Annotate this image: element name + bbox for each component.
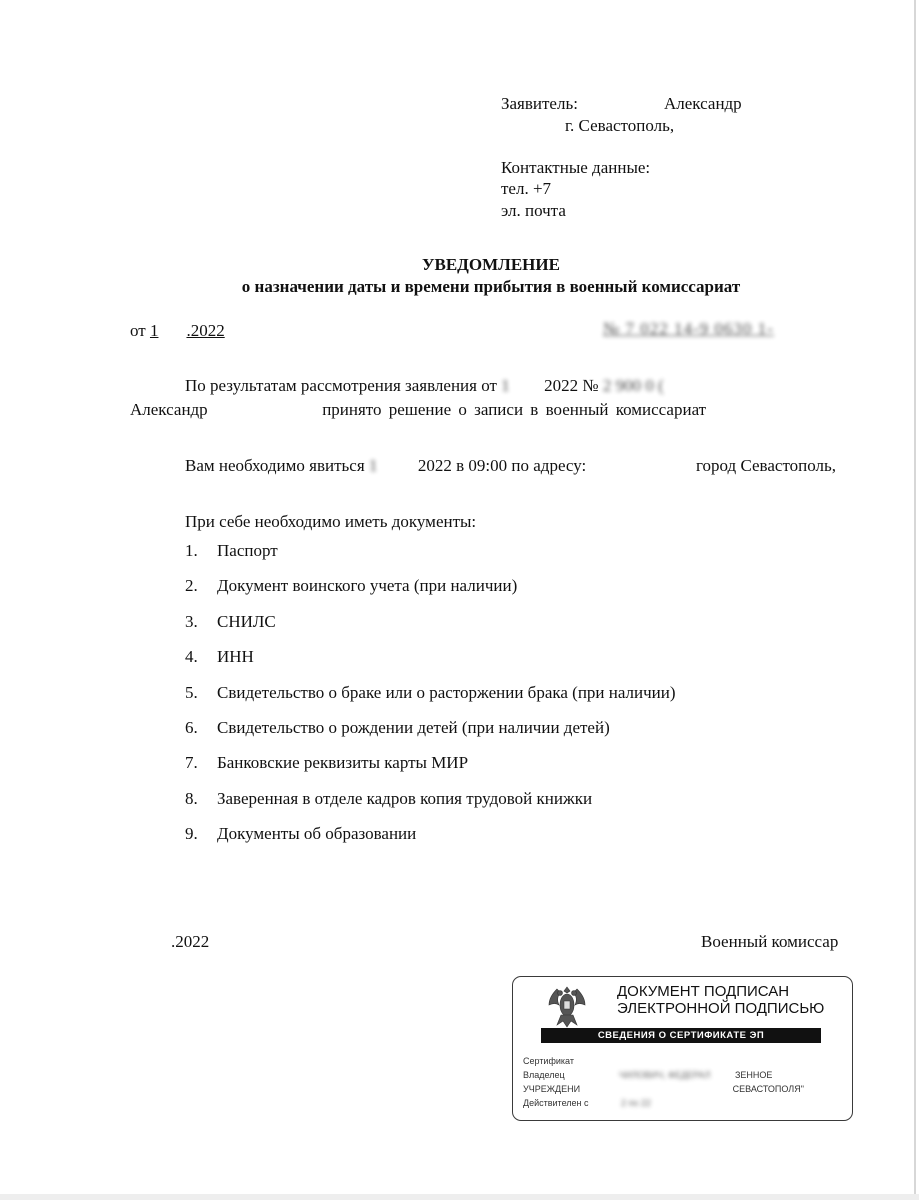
stamp-owner-tail: ЗЕННОЕ bbox=[734, 1070, 773, 1080]
date-day: 1 bbox=[149, 321, 159, 340]
notice-number: № 7 022 14-9 0630 1- bbox=[603, 319, 774, 338]
para1-line2 bbox=[130, 400, 706, 420]
stamp-valid-label: Действителен с bbox=[523, 1098, 589, 1108]
applicant-name: Александр bbox=[664, 94, 742, 113]
date-value bbox=[150, 321, 225, 340]
para2-start bbox=[185, 456, 586, 476]
para1-start: По результатам рассмотрения заявления от bbox=[185, 376, 497, 395]
stamp-valid-row bbox=[523, 1098, 651, 1109]
list-item: 9. Документы об образовании bbox=[185, 824, 417, 844]
applicant-label: Заявитель: bbox=[501, 94, 578, 113]
para1-year-no: 2022 № bbox=[544, 376, 599, 395]
stamp-owner-row bbox=[523, 1070, 772, 1081]
list-item: 7. Банковские реквизиты карты МИР bbox=[185, 753, 469, 773]
list-item: 8. Заверенная в отделе кадров копия трудовой книжки bbox=[185, 788, 593, 808]
footer-signatory: Военный комиссар bbox=[701, 932, 839, 951]
russian-coat-of-arms-icon bbox=[543, 981, 591, 1029]
footer-date: .2022 bbox=[171, 932, 210, 951]
stamp-owner-label: Владелец bbox=[523, 1070, 565, 1080]
list-item: 2. Документ воинского учета (при наличии) bbox=[185, 576, 518, 596]
notice-date bbox=[130, 321, 225, 341]
docs-intro: При себе необходимо иметь документы: bbox=[185, 512, 477, 531]
para2-redacted-day: 1 bbox=[368, 456, 378, 475]
date-prefix: от bbox=[130, 321, 146, 340]
para1-redacted-date: 1 bbox=[501, 376, 510, 395]
para1-name: Александр bbox=[130, 400, 208, 419]
list-item: 6. Свидетельство о рождении детей (при наличии детей) bbox=[185, 717, 610, 737]
stamp-inst-row bbox=[523, 1084, 804, 1095]
stamp-cert-bar: СВЕДЕНИЯ О СЕРТИФИКАТЕ ЭП bbox=[541, 1028, 821, 1043]
notice-title: УВЕДОМЛЕНИЕ bbox=[422, 255, 560, 274]
notice-subtitle: о назначении даты и времени прибытия в военный комиссариат bbox=[241, 277, 741, 296]
date-year: .2022 bbox=[186, 321, 225, 340]
stamp-line2: ЭЛЕКТРОННОЙ ПОДПИСЬЮ bbox=[617, 1000, 825, 1017]
page-edge bbox=[914, 0, 916, 1200]
applicant-city: г. Севастополь, bbox=[565, 116, 675, 135]
stamp-valid-value: 2 по 22 bbox=[621, 1098, 651, 1108]
stamp-inst-tail: СЕВАСТОПОЛЯ" bbox=[732, 1084, 804, 1094]
para2-text-start: Вам необходимо явиться bbox=[185, 456, 365, 475]
page-bottom-edge bbox=[0, 1194, 919, 1200]
applicant-email: эл. почта bbox=[501, 201, 566, 220]
applicant-phone: тел. +7 bbox=[501, 179, 552, 198]
stamp-heading bbox=[617, 983, 824, 1017]
para2-mid: 2022 в 09:00 по адресу: bbox=[417, 456, 587, 475]
stamp-owner-value: ЧИЛОВИЧ, ФЕДЕРАЛ bbox=[619, 1070, 711, 1080]
stamp-inst-label: УЧРЕЖДЕНИ bbox=[523, 1084, 581, 1094]
para1-line1 bbox=[185, 376, 664, 396]
contacts-label: Контактные данные: bbox=[501, 158, 651, 177]
signature-stamp bbox=[512, 976, 853, 1121]
list-item: 4. ИНН bbox=[185, 647, 254, 667]
para1-redacted-no: 2 900 0 ( bbox=[602, 376, 664, 395]
list-item: 1. Паспорт bbox=[185, 541, 278, 560]
para2-end: город Севастополь, bbox=[696, 456, 837, 475]
list-item: 5. Свидетельство о браке или о расторжении брака (при наличии) bbox=[185, 682, 676, 702]
stamp-line1: ДОКУМЕНТ ПОДПИСАН bbox=[617, 983, 790, 1000]
list-item: 3. СНИЛС bbox=[185, 611, 276, 631]
stamp-cert-label: Сертификат bbox=[523, 1056, 574, 1066]
documents-list bbox=[185, 541, 676, 860]
para1-rest: принято решение о записи в военный комиссариат bbox=[322, 400, 707, 419]
